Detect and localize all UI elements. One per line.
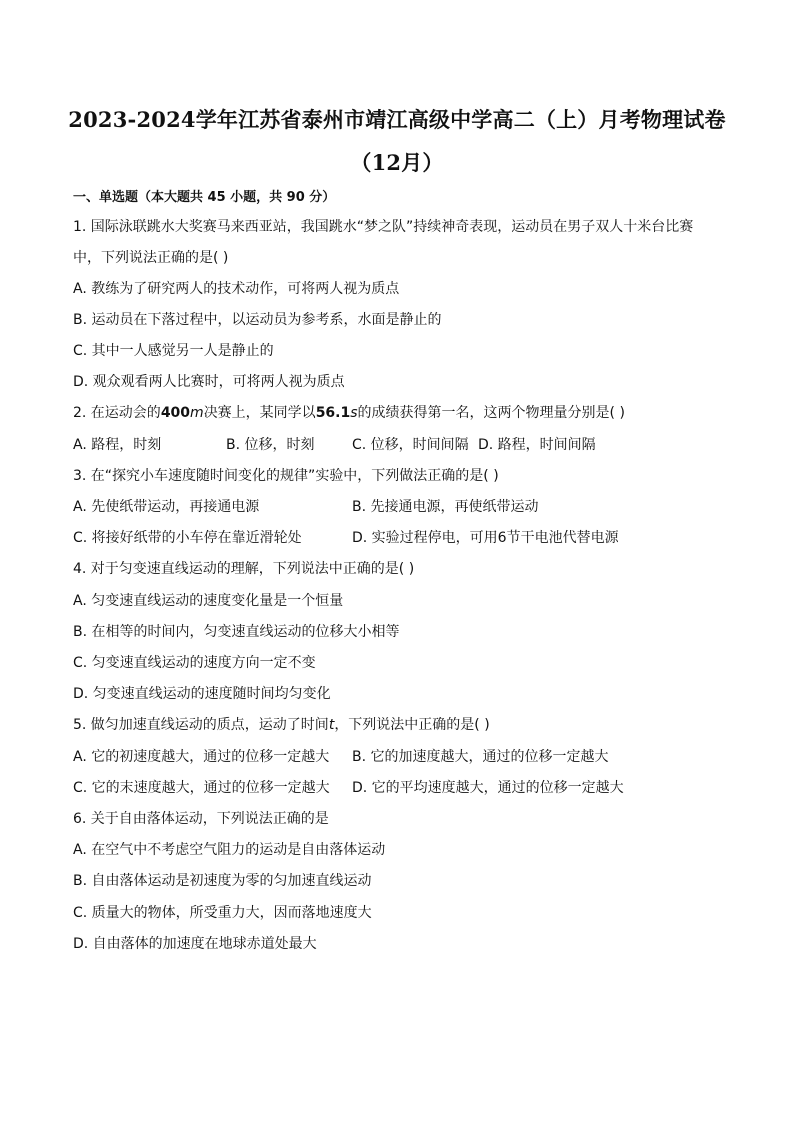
- question-2-option-c: C. 位移，时间间隔: [352, 437, 469, 453]
- q2-unit-second: s: [350, 405, 358, 421]
- question-1-option-b: B. 运动员在下落过程中，以运动员为参考系，水面是静止的: [73, 312, 442, 328]
- exam-title-line1: 2023-2024学年江苏省泰州市靖江高级中学高二（上）月考物理试卷: [68, 107, 726, 132]
- question-4-option-b: B. 在相等的时间内，匀变速直线运动的位移大小相等: [73, 624, 400, 640]
- question-3-option-a: A. 先使纸带运动，再接通电源: [73, 499, 260, 515]
- question-1-option-a: A. 教练为了研究两人的技术动作，可将两人视为质点: [73, 281, 400, 297]
- question-6-option-d: D. 自由落体的加速度在地球赤道处最大: [73, 936, 317, 952]
- question-2-option-a: A. 路程，时刻: [73, 437, 162, 453]
- question-3-option-c: C. 将接好纸带的小车停在靠近滑轮处: [73, 530, 302, 546]
- question-1-option-d: D. 观众观看两人比赛时，可将两人视为质点: [73, 374, 345, 390]
- question-5-option-b: B. 它的加速度越大，通过的位移一定越大: [352, 749, 609, 765]
- q5-text-post: ，下列说法中正确的是( ): [334, 717, 490, 733]
- question-2-stem: [73, 404, 625, 422]
- question-6-option-b: B. 自由落体运动是初速度为零的匀加速直线运动: [73, 873, 372, 889]
- question-4-option-a: A. 匀变速直线运动的速度变化量是一个恒量: [73, 593, 344, 609]
- question-3-option-b: B. 先接通电源，再使纸带运动: [352, 499, 539, 515]
- question-5-option-a: A. 它的初速度越大，通过的位移一定越大: [73, 749, 330, 765]
- q2-value-distance: 400: [160, 405, 191, 421]
- q2-unit-meter: m: [190, 405, 204, 421]
- question-3-stem: 3. 在“探究小车速度随时间变化的规律”实验中，下列做法正确的是( ): [73, 468, 499, 484]
- q5-text-pre: 5. 做匀加速直线运动的质点，运动了时间: [73, 717, 329, 733]
- q2-text-post: 的成绩获得第一名，这两个物理量分别是( ): [357, 405, 625, 421]
- q2-value-time: 56.1: [315, 405, 351, 421]
- question-6-option-a: A. 在空气中不考虑空气阻力的运动是自由落体运动: [73, 842, 386, 858]
- q2-text-pre: 2. 在运动会的: [73, 405, 161, 421]
- question-1-stem-line2: 中，下列说法正确的是( ): [73, 250, 229, 266]
- question-4-option-c: C. 匀变速直线运动的速度方向一定不变: [73, 655, 316, 671]
- exam-title-line2: （12月）: [350, 150, 444, 175]
- question-2-option-d: D. 路程，时间间隔: [478, 437, 596, 453]
- question-4-stem: 4. 对于匀变速直线运动的理解，下列说法中正确的是( ): [73, 561, 415, 577]
- question-5-stem: [73, 716, 490, 734]
- question-5-option-d: D. 它的平均速度越大，通过的位移一定越大: [352, 780, 624, 796]
- question-1-stem-line1: 1. 国际泳联跳水大奖赛马来西亚站，我国跳水“梦之队”持续神奇表现，运动员在男子双人十米台比赛: [73, 219, 694, 235]
- question-4-option-d: D. 匀变速直线运动的速度随时间均匀变化: [73, 686, 331, 702]
- question-6-stem: 6. 关于自由落体运动，下列说法正确的是: [73, 811, 329, 827]
- question-6-option-c: C. 质量大的物体，所受重力大，因而落地速度大: [73, 905, 372, 921]
- section-header: 一、单选题（本大题共 45 小题，共 90 分）: [73, 190, 336, 205]
- q5-variable-t: t: [328, 717, 335, 733]
- question-3-option-d: D. 实验过程停电，可用6节干电池代替电源: [352, 530, 619, 546]
- question-2-option-b: B. 位移，时刻: [226, 437, 315, 453]
- question-1-option-c: C. 其中一人感觉另一人是静止的: [73, 343, 274, 359]
- question-5-option-c: C. 它的末速度越大，通过的位移一定越大: [73, 780, 330, 796]
- q2-text-mid: 决赛上，某同学以: [203, 405, 316, 421]
